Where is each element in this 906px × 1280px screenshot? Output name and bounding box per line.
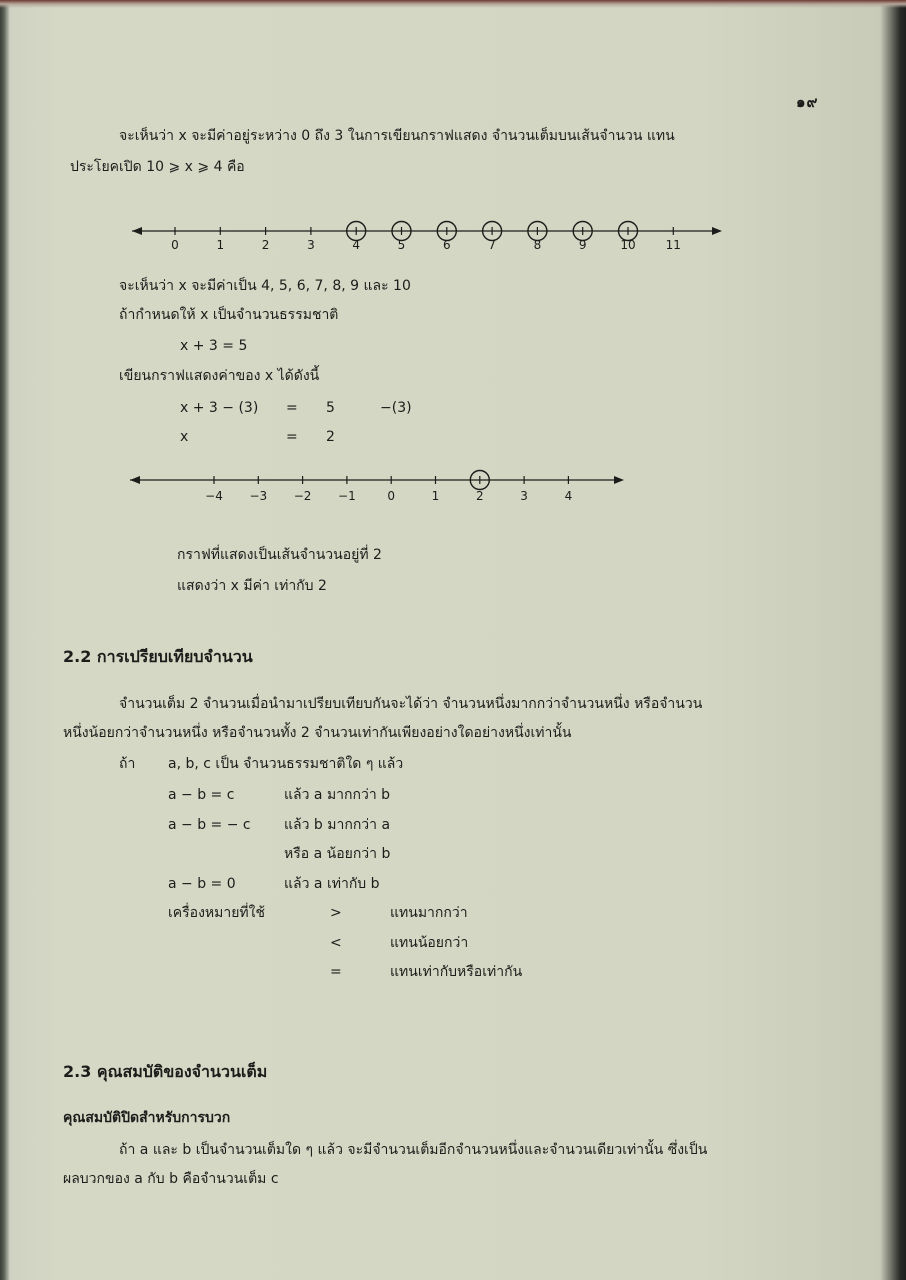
section-2-3-subheading: คุณสมบัติปิดสำหรับการบวก	[63, 1110, 231, 1126]
tick-label: 1	[216, 238, 225, 252]
section-2-2-heading: 2.2 การเปรียบเทียบจำนวน	[63, 647, 253, 666]
arrow-right-icon	[712, 227, 722, 235]
section-2-2-para-2: หนึ่งน้อยกว่าจำนวนหนึ่ง หรือจำนวนทั้ง 2 จำนวนเท่ากันเพียงอย่างใดอย่างหนึ่งเท่านั้น	[63, 725, 572, 741]
page-top-edge	[0, 0, 906, 8]
symbol-meaning: แทนเท่ากับหรือเท่ากัน	[390, 964, 523, 980]
rule-text: แล้ว a มากกว่า b	[284, 787, 391, 803]
rule-text: แล้ว b มากกว่า a	[284, 817, 391, 833]
rule-text: แล้ว a เท่ากับ b	[284, 876, 380, 892]
if-text: a, b, c เป็น จำนวนธรรมชาติใด ๆ แล้ว	[168, 756, 404, 772]
equation: x + 3 = 5	[180, 338, 248, 354]
step-rhs: 5	[326, 400, 335, 416]
intro-line-1: จะเห็นว่า x จะมีค่าอยู่ระหว่าง 0 ถึง 3 ในการเขียนกราฟแสดง จำนวนเต็มบนเส้นจำนวน แทน	[119, 128, 675, 144]
graph-note-2: แสดงว่า x มีค่า เท่ากับ 2	[177, 578, 327, 594]
tick-label: 0	[387, 489, 396, 503]
tick-label: −2	[293, 489, 312, 503]
tick-label: 2	[261, 238, 270, 252]
section-2-3-para-1: ถ้า a และ b เป็นจำนวนเต็มใด ๆ แล้ว จะมีจำนวนเต็มอีกจำนวนหนึ่งและจำนวนเดียวเท่านั้น ซึ่งเป็น	[119, 1142, 708, 1158]
tick-label: 4	[352, 238, 361, 252]
symbol: <	[330, 935, 342, 951]
tick-label: 1	[431, 489, 440, 503]
tick-label: 9	[578, 238, 587, 252]
tick-label: 3	[520, 489, 528, 503]
tick-label: 7	[488, 238, 496, 252]
rule-eq: a − b = c	[168, 787, 235, 803]
tick-label: 11	[665, 238, 681, 252]
arrow-right-icon	[614, 476, 624, 484]
tick-label: −4	[205, 489, 223, 503]
tick-label: −3	[249, 489, 268, 503]
tick-label: 4	[564, 489, 573, 503]
tick-label: 2	[475, 489, 484, 503]
step-rhs: 2	[326, 429, 335, 445]
step-lhs: x	[180, 429, 189, 445]
step-lhs: x + 3 − (3)	[180, 400, 259, 416]
intro-line-2: ประโยคเปิด 10 ⩾ x ⩾ 4 คือ	[70, 159, 245, 175]
tick-label: 8	[533, 238, 542, 252]
step-op: =	[286, 429, 298, 445]
graph-note-1: กราฟที่แสดงเป็นเส้นจำนวนอยู่ที่ 2	[177, 547, 382, 563]
result-line: จะเห็นว่า x จะมีค่าเป็น 4, 5, 6, 7, 8, 9 และ 10	[119, 278, 411, 294]
rule-eq: a − b = 0	[168, 876, 236, 892]
number-line-2	[120, 460, 640, 510]
symbol: =	[330, 964, 342, 980]
step-note: −(3)	[380, 400, 412, 416]
tick-label: 10	[620, 238, 636, 252]
arrow-left-icon	[132, 227, 142, 235]
section-2-3-heading: 2.3 คุณสมบัติของจำนวนเต็ม	[63, 1062, 268, 1081]
symbols-label: เครื่องหมายที่ใช้	[168, 905, 266, 921]
symbol: >	[330, 905, 342, 921]
number-line-1	[120, 210, 740, 260]
rule-text: หรือ a น้อยกว่า b	[284, 846, 391, 862]
page-number: ๑๙	[796, 93, 819, 111]
symbol-meaning: แทนน้อยกว่า	[390, 935, 469, 951]
step-op: =	[286, 400, 298, 416]
section-2-3-para-2: ผลบวกของ a กับ b คือจำนวนเต็ม c	[63, 1171, 279, 1187]
symbol-meaning: แทนมากกว่า	[390, 905, 468, 921]
if-label: ถ้า	[119, 756, 136, 772]
tick-label: 0	[171, 238, 179, 252]
arrow-left-icon	[130, 476, 140, 484]
tick-label: 6	[442, 238, 451, 252]
tick-label: 3	[307, 238, 315, 252]
tick-label: −1	[338, 489, 356, 503]
given-line: ถ้ากำหนดให้ x เป็นจำนวนธรรมชาติ	[119, 307, 339, 323]
graph-instruction: เขียนกราฟแสดงค่าของ x ได้ดังนี้	[119, 368, 320, 384]
section-2-2-para-1: จำนวนเต็ม 2 จำนวนเมื่อนำมาเปรียบเทียบกันจะได้ว่า จำนวนหนึ่งมากกว่าจำนวนหนึ่ง หรือจำนวน	[119, 696, 703, 712]
rule-eq: a − b = − c	[168, 817, 251, 833]
tick-label: 5	[397, 238, 406, 252]
